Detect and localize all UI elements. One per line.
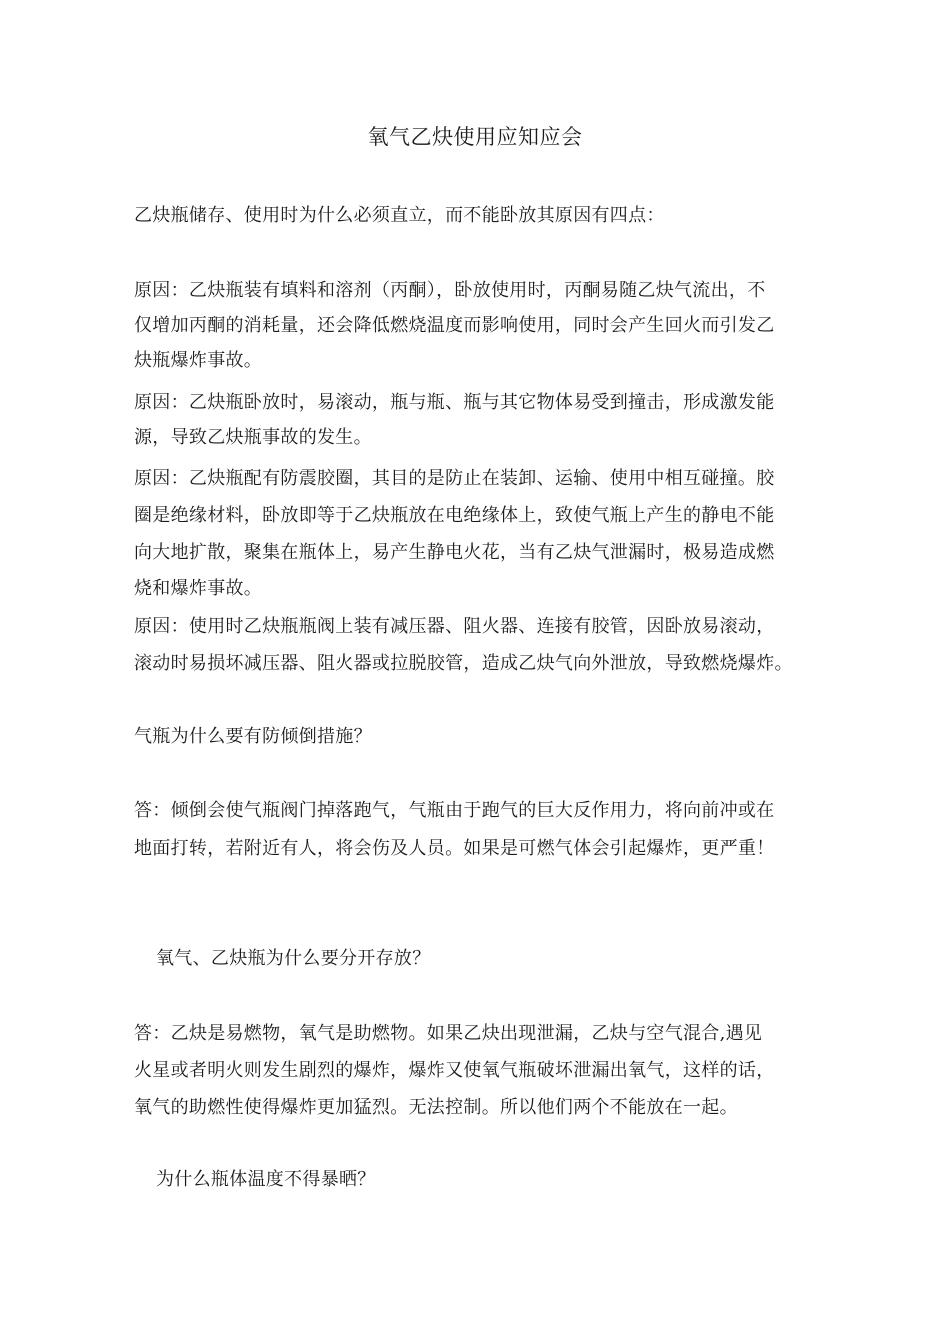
answer-line: 原因：使用时乙炔瓶瓶阀上装有减压器、阻火器、连接有胶管，因卧放易滚动， [134, 616, 775, 637]
answer-line: 原因：乙炔瓶卧放时，易滚动，瓶与瓶、瓶与其它物体易受到撞击，形成激发能 [134, 392, 775, 413]
page-title: 氧气乙炔使用应知应会 [367, 125, 583, 149]
answer-line: 烧和爆炸事故。 [134, 578, 263, 599]
answer-line: 地面打转，若附近有人，将会伤及人员。如果是可燃气体会引起爆炸，更严重！ [134, 838, 775, 859]
answer-line: 火星或者明火则发生剧烈的爆炸，爆炸又使氧气瓶破坏泄漏出氧气，这样的话， [134, 1060, 775, 1081]
answer-line: 圈是绝缘材料，卧放即等于乙炔瓶放在电绝缘体上，致使气瓶上产生的静电不能 [134, 505, 775, 526]
question-no-sun-exposure: 为什么瓶体温度不得暴晒？ [156, 1169, 376, 1190]
question-separate-storage: 氧气、乙炔瓶为什么要分开存放？ [156, 948, 431, 969]
answer-line: 答：乙炔是易燃物，氧气是助燃物。如果乙炔出现泄漏，乙炔与空气混合,遇见 [134, 1023, 763, 1044]
answer-line: 原因：乙炔瓶装有填料和溶剂（丙酮），卧放使用时，丙酮易随乙炔气流出，不 [134, 280, 766, 301]
answer-line: 氧气的助燃性使得爆炸更加猛烈。无法控制。所以他们两个不能放在一起。 [134, 1097, 738, 1118]
answer-line: 源，导致乙炔瓶事故的发生。 [134, 427, 372, 448]
answer-line: 仅增加丙酮的消耗量，还会降低燃烧温度而影响使用，同时会产生回火而引发乙 [134, 315, 775, 336]
answer-line: 向大地扩散，聚集在瓶体上，易产生静电火花，当有乙炔气泄漏时，极易造成燃 [134, 542, 775, 563]
answer-line: 答：倾倒会使气瓶阀门掉落跑气，气瓶由于跑气的巨大反作用力，将向前冲或在 [134, 800, 775, 821]
question-upright-storage: 乙炔瓶储存、使用时为什么必须直立，而不能卧放其原因有四点： [134, 205, 665, 226]
question-anti-tipping: 气瓶为什么要有防倾倒措施？ [134, 726, 372, 747]
answer-line: 滚动时易损坏减压器、阻火器或拉脱胶管，造成乙炔气向外泄放，导致燃烧爆炸。 [134, 653, 793, 674]
answer-line: 原因：乙炔瓶配有防震胶圈，其目的是防止在装卸、运输、使用中相互碰撞。胶 [134, 468, 775, 489]
answer-line: 炔瓶爆炸事故。 [134, 350, 263, 371]
